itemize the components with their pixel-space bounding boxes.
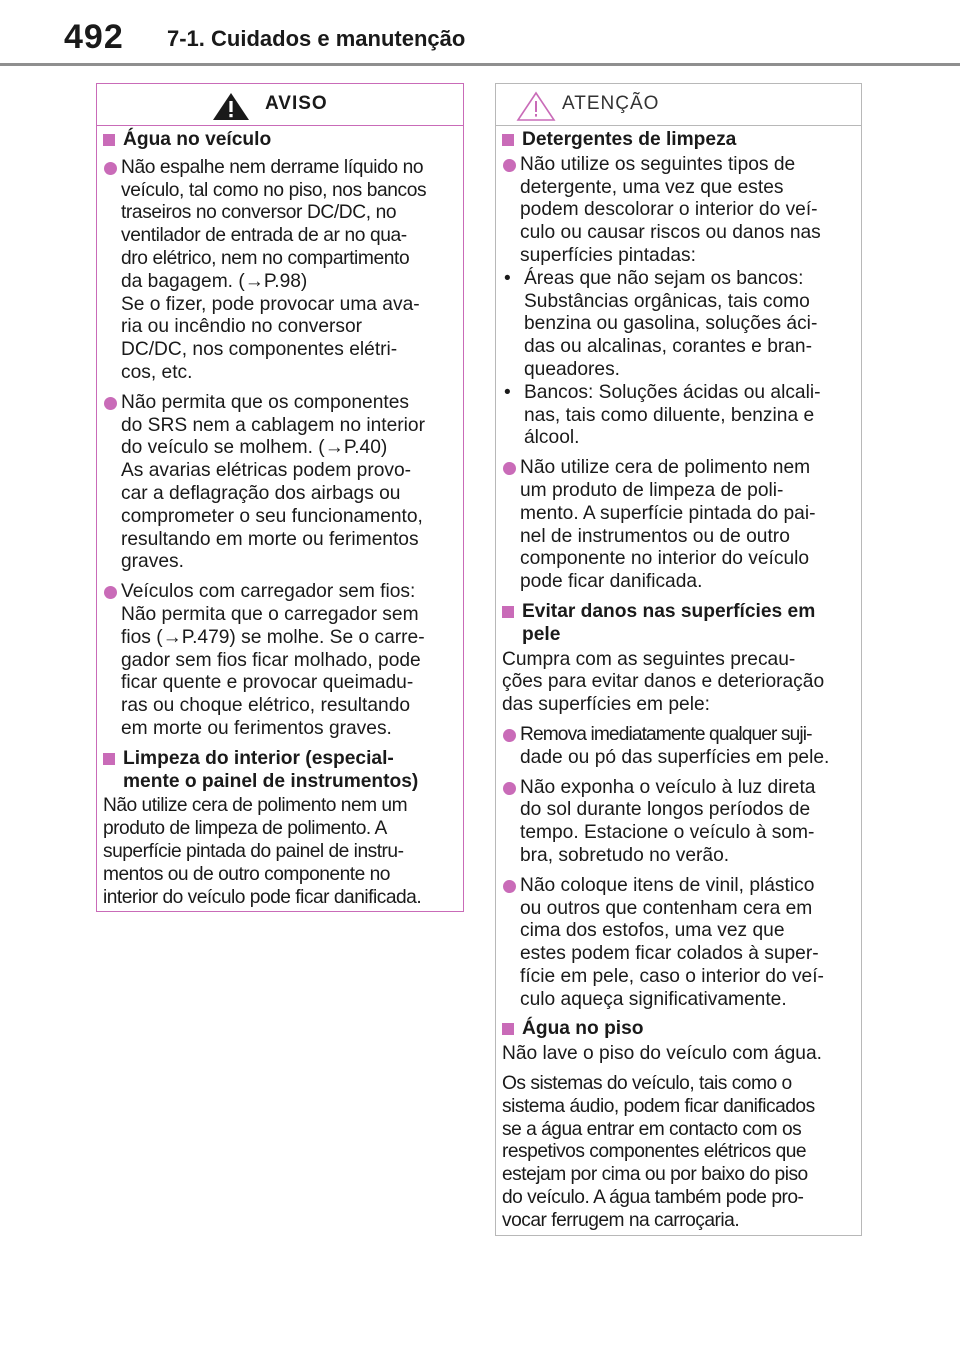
bullet-text xyxy=(121,157,463,385)
line: Não utilize cera de polimento nem xyxy=(520,457,811,479)
square-bullet-icon xyxy=(502,134,514,146)
square-bullet-icon xyxy=(103,753,115,765)
line: superfície pintada do painel de instru- xyxy=(103,840,404,862)
heading-text xyxy=(522,601,815,647)
line: das superfícies em pele: xyxy=(502,694,710,716)
dash-item xyxy=(502,382,861,450)
heading-text: Água no piso xyxy=(522,1018,644,1040)
bullet-item xyxy=(502,154,861,268)
section-heading xyxy=(103,748,463,794)
line: Veículos com carregador sem fios: xyxy=(121,581,416,603)
line: do veículo. A água também pode pro- xyxy=(502,1187,804,1209)
page-header xyxy=(0,0,960,68)
warning-box-header xyxy=(97,84,463,126)
line: mentos ou de outro componente no xyxy=(103,863,390,885)
bullet-text xyxy=(121,392,463,574)
line: do SRS nem a cablagem no interior xyxy=(121,414,425,436)
line: ras ou choque elétrico, resultando xyxy=(121,695,411,717)
line: mento. A superfície pintada do pai- xyxy=(520,502,816,524)
round-bullet-icon xyxy=(104,397,117,410)
line: dade ou pó das superfícies em pele. xyxy=(520,746,830,768)
round-bullet-icon xyxy=(104,162,117,175)
line: car a deflagração dos airbags ou xyxy=(121,482,401,504)
header-rule xyxy=(0,63,960,66)
bullet-text xyxy=(520,154,861,268)
line: graves. xyxy=(121,551,184,573)
line: resultando em morte ou ferimentos xyxy=(121,528,419,550)
line: pele xyxy=(522,623,561,645)
bullet-text xyxy=(520,724,861,770)
paragraph xyxy=(103,795,463,909)
line: ventilador de entrada de ar no qua- xyxy=(121,225,407,247)
line: componente no interior do veículo xyxy=(520,548,810,570)
attention-label: ATENÇÃO xyxy=(562,93,660,114)
bullet-item xyxy=(502,875,861,1012)
paragraph: Não lave o piso do veículo com água. xyxy=(502,1043,822,1065)
round-bullet-icon xyxy=(503,462,516,475)
round-bullet-icon xyxy=(503,880,516,893)
line: podem descolorar o interior do veí- xyxy=(520,199,818,221)
line: ou outros que contenham cera em xyxy=(520,897,813,919)
line: sistema áudio, podem ficar danificados xyxy=(502,1095,815,1117)
line: superfícies pintadas: xyxy=(520,244,696,266)
line: cos, etc. xyxy=(121,361,193,383)
line: tempo. Estacione o veículo à som- xyxy=(520,822,815,844)
section-heading xyxy=(103,129,463,152)
line: Evitar danos nas superfícies em xyxy=(522,600,816,622)
caution-triangle-icon xyxy=(516,91,556,121)
line: Remova imediatamente qualquer suji- xyxy=(520,723,812,745)
attention-content xyxy=(496,129,861,1233)
section-title: 7-1. Cuidados e manutenção xyxy=(167,26,466,51)
bullet-item xyxy=(103,392,463,574)
line: estes podem ficar colados à super- xyxy=(520,943,819,965)
line: comprometer o seu funcionamento, xyxy=(121,505,423,527)
round-bullet-icon xyxy=(503,782,516,795)
line: pode ficar danificada. xyxy=(520,571,703,593)
dash-text xyxy=(524,382,861,450)
line: Se o fizer, pode provocar uma ava- xyxy=(121,293,420,315)
square-bullet-icon xyxy=(103,134,115,146)
line: nas, tais como diluente, benzina e xyxy=(524,404,815,426)
line: mente o painel de instrumentos) xyxy=(123,770,419,792)
line: respetivos componentes elétricos que xyxy=(502,1141,807,1163)
dash-item xyxy=(502,268,861,382)
line: um produto de limpeza de poli- xyxy=(520,479,784,501)
heading-text: Detergentes de limpeza xyxy=(522,129,737,150)
bullet-text xyxy=(520,875,861,1012)
line: detergente, uma vez que estes xyxy=(520,176,784,198)
line: nel de instrumentos ou de outro xyxy=(520,525,790,547)
warning-content xyxy=(97,129,463,909)
line: Não espalhe nem derrame líquido no xyxy=(121,156,424,178)
line: benzina ou gasolina, soluções áci- xyxy=(524,313,818,335)
line: bra, sobretudo no verão. xyxy=(520,844,730,866)
warning-box xyxy=(96,83,464,912)
bullet-text xyxy=(520,777,861,868)
line: dro elétrico, nem no compartimento xyxy=(121,247,410,269)
line: Não coloque itens de vinil, plástico xyxy=(520,874,815,896)
dash-marker: • xyxy=(504,381,511,403)
bullet-item xyxy=(502,724,861,770)
dash-marker: • xyxy=(504,267,511,289)
dash-text xyxy=(524,268,861,382)
section-heading xyxy=(502,129,861,152)
line: veículo, tal como no piso, nos bancos xyxy=(121,179,427,201)
section-heading xyxy=(502,601,861,647)
warning-label: AVISO xyxy=(265,93,328,114)
paragraph xyxy=(502,1073,861,1233)
line: culo aqueça significativamente. xyxy=(520,988,787,1010)
line: Bancos: Soluções ácidas ou alcali- xyxy=(524,381,821,403)
square-bullet-icon xyxy=(502,606,514,618)
square-bullet-icon xyxy=(502,1023,514,1035)
line: gador sem fios ficar molhado, pode xyxy=(121,649,421,671)
line: Substâncias orgânicas, tais como xyxy=(524,290,810,312)
line: cima dos estofos, uma vez que xyxy=(520,920,785,942)
line: queadores. xyxy=(524,358,621,380)
bullet-item xyxy=(103,157,463,385)
heading-text: Água no veículo xyxy=(123,129,272,150)
line: fície em pele, caso o interior do veí- xyxy=(520,965,824,987)
line: Os sistemas do veículo, tais como o xyxy=(502,1073,792,1095)
line: As avarias elétricas podem provo- xyxy=(121,460,412,482)
line: Não utilize cera de polimento nem um xyxy=(103,795,408,817)
line: ria ou incêndio no conversor xyxy=(121,316,363,338)
line: álcool. xyxy=(524,427,580,449)
line: vocar ferrugem na carroçaria. xyxy=(502,1209,740,1231)
line: ficar quente e provocar queimadu- xyxy=(121,672,414,694)
line: Cumpra com as seguintes precau- xyxy=(502,648,796,670)
page-number: 492 xyxy=(64,18,124,56)
line: Não utilize os seguintes tipos de xyxy=(520,153,796,175)
round-bullet-icon xyxy=(503,159,516,172)
line: Áreas que não sejam os bancos: xyxy=(524,267,804,289)
attention-box xyxy=(495,83,862,1236)
line: interior do veículo pode ficar danificada. xyxy=(103,886,422,908)
line: fios (→P.479) se molhe. Se o carre- xyxy=(121,626,425,648)
line: Não permita que os componentes xyxy=(121,391,409,413)
line: em morte ou ferimentos graves. xyxy=(121,717,392,739)
attention-box-header xyxy=(496,84,861,126)
heading-text xyxy=(123,748,418,794)
round-bullet-icon xyxy=(104,586,117,599)
line: DC/DC, nos componentes elétri- xyxy=(121,339,398,361)
line: do sol durante longos períodos de xyxy=(520,799,811,821)
line: culo ou causar riscos ou danos nas xyxy=(520,222,821,244)
line: ções para evitar danos e deterioração xyxy=(502,671,825,693)
line: estejam por cima ou por baixo do piso xyxy=(502,1164,808,1186)
bullet-item xyxy=(103,581,463,741)
round-bullet-icon xyxy=(503,729,516,742)
bullet-text xyxy=(121,581,463,741)
line: traseiros no conversor DC/DC, no xyxy=(121,202,397,224)
warning-triangle-icon xyxy=(211,91,251,121)
paragraph xyxy=(502,649,861,717)
line: se a água entrar em contacto com os xyxy=(502,1118,802,1140)
line: do veículo se molhem. (→P.40) xyxy=(121,437,388,459)
line: produto de limpeza de polimento. A xyxy=(103,818,387,840)
line: das ou alcalinas, corantes e bran- xyxy=(524,336,812,358)
line: Limpeza do interior (especial- xyxy=(123,747,394,769)
bullet-text xyxy=(520,457,861,594)
line: Não permita que o carregador sem xyxy=(121,603,419,625)
line: da bagagem. (→P.98) xyxy=(121,270,308,292)
section-heading xyxy=(502,1018,861,1041)
line: Não exponha o veículo à luz direta xyxy=(520,776,816,798)
bullet-item xyxy=(502,457,861,594)
bullet-item xyxy=(502,777,861,868)
